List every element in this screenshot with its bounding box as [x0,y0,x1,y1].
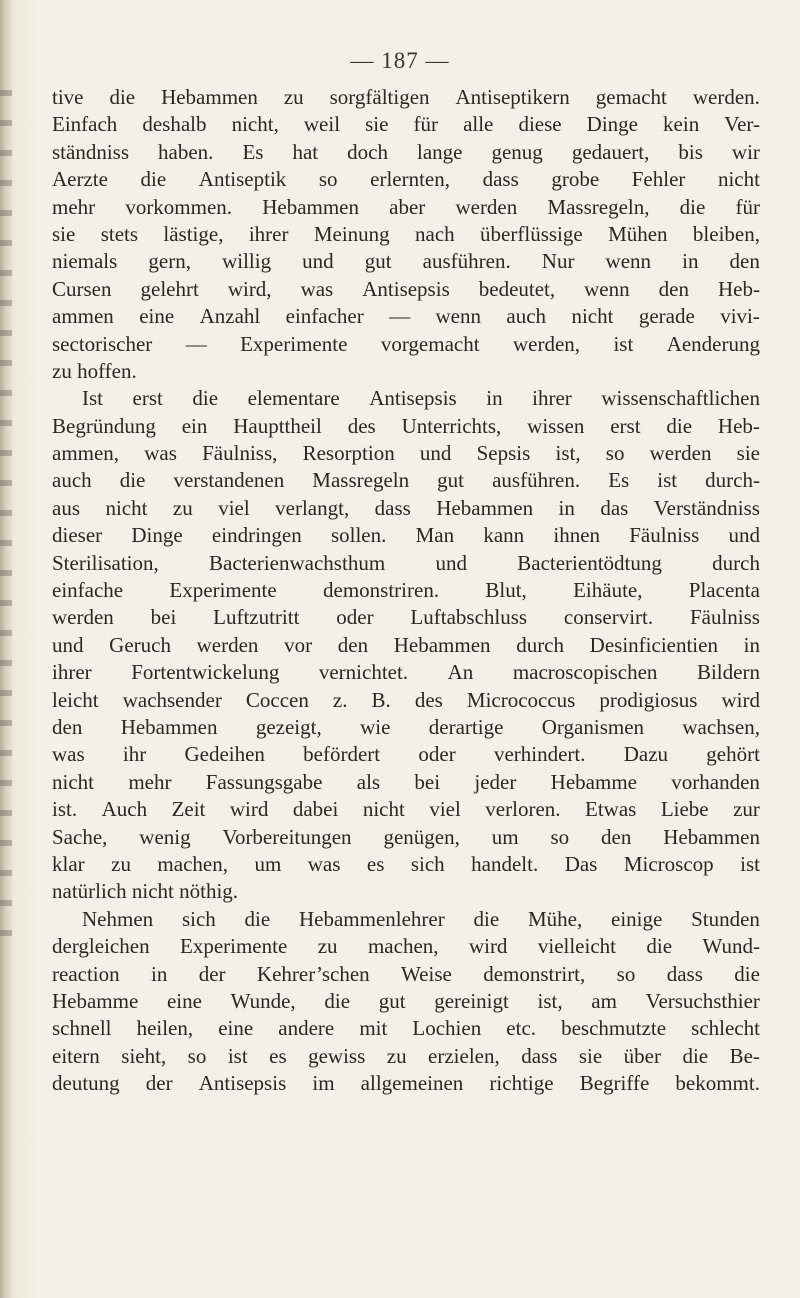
text-line: auch die verstandenen Massregeln gut ausführen. Es ist durch- [52,468,760,493]
text-line: deutung der Antisepsis im allgemeinen richtige Begriffe bekommt. [52,1071,760,1096]
text-line: ihrer Fortentwickelung vernichtet. An macroscopischen Bildern [52,660,760,685]
text-line: ständniss haben. Es hat doch lange genug gedauert, bis wir [52,139,760,164]
text-line: sectorischer — Experimente vorgemacht werden, ist Aenderung [52,331,760,356]
text-line: den Hebammen gezeigt, wie derartige Organismen wachsen, [52,714,760,739]
page-number: — 187 — [350,48,450,73]
text-line: natürlich nicht nöthig. [52,879,239,904]
text-line: ammen eine Anzahl einfacher — wenn auch nicht gerade vivi- [52,304,760,329]
text-line: und Geruch werden vor den Hebammen durch Desinficientien in [52,632,760,657]
text-line: nicht mehr Fassungsgabe als bei jeder Hebamme vorhanden [52,769,760,794]
text-line: werden bei Luftzutritt oder Luftabschluss conservirt. Fäulniss [52,605,760,630]
text-line: was ihr Gedeihen befördert oder verhindert. Dazu gehört [52,742,760,767]
body-text [52,84,760,1097]
text-line: klar zu machen, um was es sich handelt. Das Microscop ist [52,851,760,876]
text-line: Sache, wenig Vorbereitungen genügen, um so den Hebammen [52,824,760,849]
text-line: Hebamme eine Wunde, die gut gereinigt ist, am Versuchsthier [52,988,760,1013]
text-line: schnell heilen, eine andere mit Lochien etc. beschmutzte schlecht [52,1016,760,1041]
text-line: Begründung ein Haupttheil des Unterrichts, wissen erst die Heb- [52,413,760,438]
text-line: aus nicht zu viel verlangt, dass Hebammen in das Verständniss [52,495,760,520]
text-line: Nehmen sich die Hebammenlehrer die Mühe, einige Stunden [82,906,760,931]
text-line: sie stets lästige, ihrer Meinung nach überflüssige Mühen bleiben, [52,221,760,246]
text-line: mehr vorkommen. Hebammen aber werden Massregeln, die für [52,194,760,219]
text-line: leicht wachsender Coccen z. B. des Micrococcus prodigiosus wird [52,687,760,712]
text-line: Sterilisation, Bacterienwachsthum und Bacterientödtung durch [52,550,760,575]
text-line: einfache Experimente demonstriren. Blut, Eihäute, Placenta [52,578,760,603]
text-line: tive die Hebammen zu sorgfältigen Antiseptikern gemacht werden. [52,85,760,109]
text-line: dieser Dinge eindringen sollen. Man kann ihnen Fäulniss und [52,523,760,548]
text-line: reaction in der Kehrer’schen Weise demonstrirt, so dass die [52,961,760,986]
text-line: ammen, was Fäulniss, Resorption und Sepsis ist, so werden sie [52,441,760,466]
binding-edge [0,90,12,950]
text-line: ist. Auch Zeit wird dabei nicht viel verloren. Etwas Liebe zur [52,797,760,822]
text-line: Cursen gelehrt wird, was Antisepsis bedeutet, wenn den Heb- [52,276,760,301]
text-line: dergleichen Experimente zu machen, wird vielleicht die Wund- [52,934,760,959]
text-line: Ist erst die elementare Antisepsis in ihrer wissenschaftlichen [82,386,760,411]
text-line: zu hoffen. [52,358,137,383]
text-line: eitern sieht, so ist es gewiss zu erzielen, dass sie über die Be- [52,1043,760,1068]
text-line: Einfach deshalb nicht, weil sie für alle diese Dinge kein Ver- [52,112,760,137]
text-line: niemals gern, willig und gut ausführen. Nur wenn in den [52,249,760,274]
text-line: Aerzte die Antiseptik so erlernten, dass grobe Fehler nicht [52,167,760,192]
